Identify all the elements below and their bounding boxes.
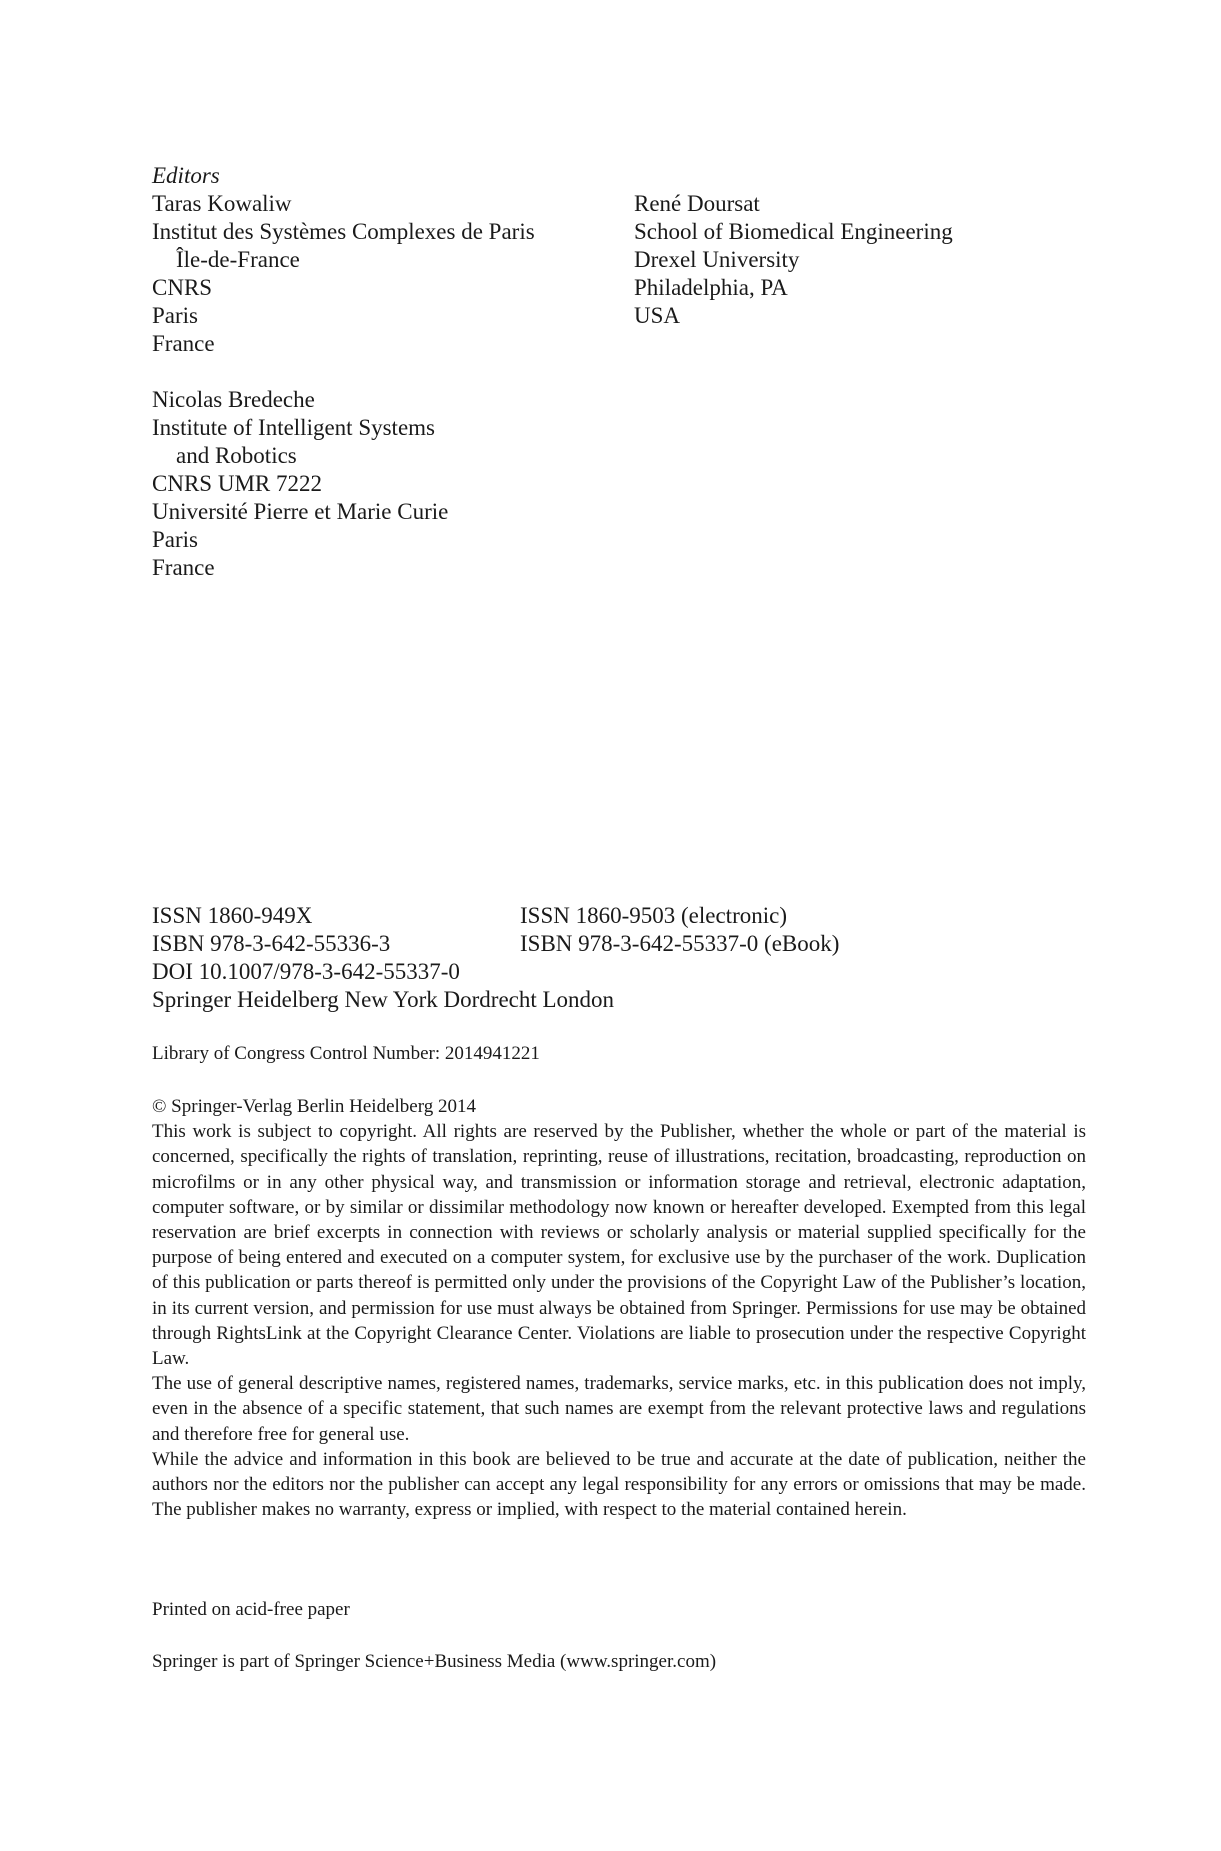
copyright-section <box>152 1094 1086 1522</box>
editor-name: René Doursat <box>634 191 760 216</box>
loc-control-number: Library of Congress Control Number: 2014941221 <box>152 1043 540 1064</box>
isbn-ebook: ISBN 978-3-642-55337-0 (eBook) <box>520 931 840 956</box>
editor-affiliation-line: Institut des Systèmes Complexes de Paris <box>152 219 535 244</box>
identifier-table <box>152 902 839 1014</box>
editor-affiliation-line: Drexel University <box>634 247 800 272</box>
editor-affiliation-line: School of Biomedical Engineering <box>634 219 953 244</box>
disclaimer-paragraph: While the advice and information in this book are believed to be true and accurate at the date of publication, neither the authors nor the editors nor the publisher can accept any legal responsibility for any errors or omissions that may be made. The publisher makes no warranty, express or implied, with respect to the material contained herein. <box>152 1448 1086 1521</box>
printed-note: Printed on acid-free paper <box>152 1599 350 1620</box>
editor-affiliation-line: France <box>152 555 215 580</box>
editor-affiliation-line: France <box>152 331 215 356</box>
editor-affiliation-line: CNRS UMR 7222 <box>152 471 322 496</box>
isbn-row <box>152 930 839 958</box>
editor-name: Nicolas Bredeche <box>152 387 315 412</box>
copyright-paragraph: This work is subject to copyright. All rights are reserved by the Publisher, whether the whole or part of the material is concerned, specifically the rights of translation, reprinting, reuse of illustrations, recitation, broadcasting, reproduction on microfilms or in any other physical way, and transmission or information storage and retrieval, electronic adaptation, computer software, or by similar or dissimilar methodology now known or hereafter developed. Exempted from this legal reservation are brief excerpts in connection with reviews or scholarly analysis or material supplied specifically for the purpose of being entered and executed on a computer system, for exclusive use by the purchaser of the work. Duplication of this publication or parts thereof is permitted only under the provisions of the Copyright Law of the Publisher’s location, in its current version, and permission for use must always be obtained from Springer. Permissions for use may be obtained through RightsLink at the Copyright Clearance Center. Violations are liable to prosecution under the respective Copyright Law. <box>152 1121 1086 1370</box>
isbn-print: ISBN 978-3-642-55336-3 <box>152 931 391 956</box>
editor-address-block <box>152 190 535 358</box>
issn-print: ISSN 1860-949X <box>152 903 313 928</box>
editor-affiliation-line: and Robotics <box>176 443 297 468</box>
editor-affiliation-line: Université Pierre et Marie Curie <box>152 499 449 524</box>
editor-affiliation-line: Paris <box>152 303 198 328</box>
trademark-paragraph: The use of general descriptive names, registered names, trademarks, service marks, etc. in this publication does not imply, even in the absence of a specific statement, that such names are exempt from the relevant protective laws and regulations and therefore free for general use. <box>152 1373 1086 1445</box>
editors-heading: Editors <box>152 163 220 188</box>
issn-row <box>152 902 839 930</box>
publisher-cities-line: Springer Heidelberg New York Dordrecht London <box>152 987 615 1012</box>
editor-affiliation-line: Paris <box>152 527 198 552</box>
springer-note: Springer is part of Springer Science+Business Media (www.springer.com) <box>152 1651 717 1672</box>
editor-name: Taras Kowaliw <box>152 191 292 216</box>
copyright-notice: © Springer-Verlag Berlin Heidelberg 2014 <box>152 1096 476 1117</box>
editor-affiliation-line: USA <box>634 303 681 328</box>
editor-affiliation-line: Île-de-France <box>176 247 300 272</box>
issn-electronic: ISSN 1860-9503 (electronic) <box>520 903 787 928</box>
doi-line: DOI 10.1007/978-3-642-55337-0 <box>152 959 460 984</box>
editor-affiliation-line: Institute of Intelligent Systems <box>152 415 435 440</box>
editor-address-block <box>152 386 448 582</box>
editor-affiliation-line: Philadelphia, PA <box>634 275 788 300</box>
editor-address-block <box>634 190 953 330</box>
editor-affiliation-line: CNRS <box>152 275 213 300</box>
